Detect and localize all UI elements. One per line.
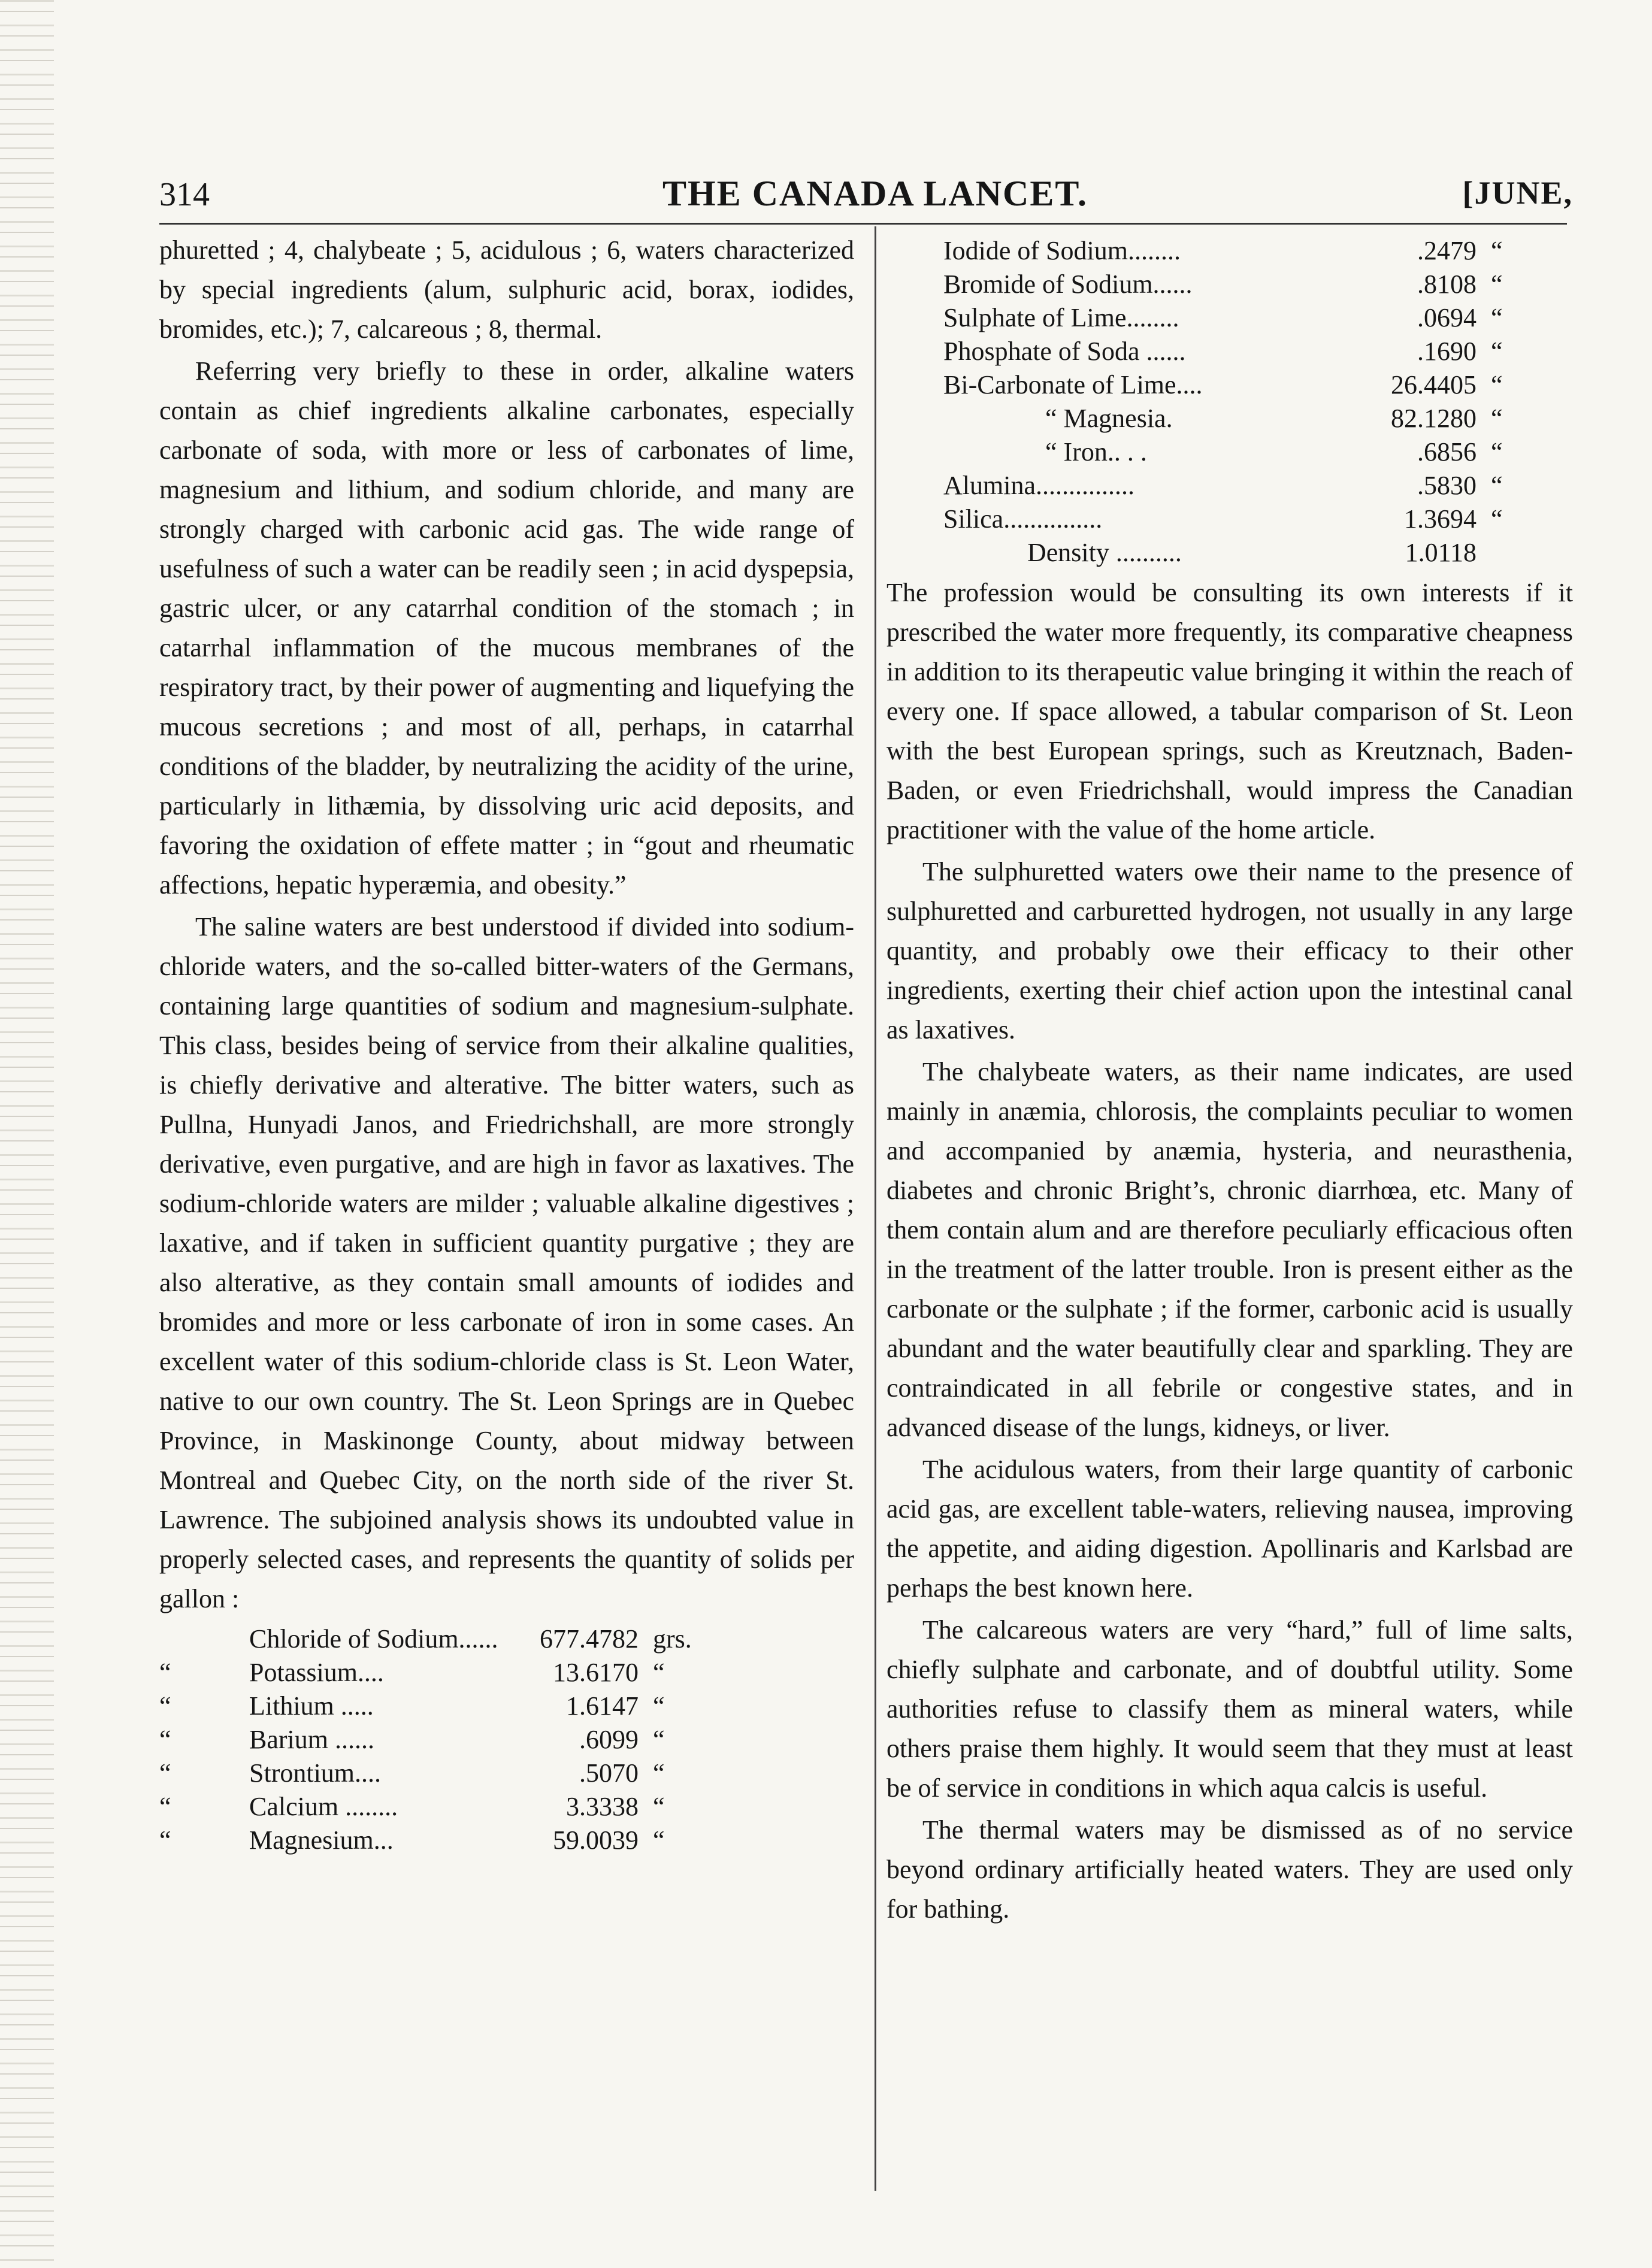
analysis-row: “ Strontium.... .5070 “ xyxy=(159,1758,665,1788)
paragraph: The thermal waters may be dismissed as of no service beyond ordinary artificially heated waters. They are used only for bathing. xyxy=(886,1815,1573,1924)
right-column xyxy=(886,231,1573,1929)
analysis-row: “ Barium ...... .6099 “ xyxy=(159,1725,665,1754)
binding-edge xyxy=(0,0,54,2268)
page-number: 314 xyxy=(159,176,210,213)
analysis-table xyxy=(159,1622,854,1857)
analysis-row: “ Potassium.... 13.6170 “ xyxy=(159,1658,665,1687)
analysis-table-continued xyxy=(886,234,1573,570)
analysis-row: “ Calcium ........ 3.3338 “ xyxy=(159,1792,665,1821)
analysis-row: Iodide of Sodium........ .2479 “ xyxy=(943,236,1503,265)
paragraph: phuretted ; 4, chalybeate ; 5, acidulous ; 6, waters characterized by special ingredients (alum, sulphuric acid, borax, iodides, bromides, etc.); 7, calcareous ; 8, thermal. xyxy=(159,235,854,344)
analysis-row: Bi-Carbonate of Lime.... 26.4405 “ xyxy=(943,370,1503,399)
analysis-row: Alumina............... .5830 “ xyxy=(943,471,1503,500)
column-divider xyxy=(875,226,876,2191)
header-rule xyxy=(159,223,1567,225)
page-header xyxy=(159,171,1573,219)
analysis-row: “ Iron.. . . .6856 “ xyxy=(1045,437,1503,467)
issue-month: [JUNE, xyxy=(1462,175,1573,211)
paragraph: Referring very briefly to these in order, alkaline waters contain as chief ingredients alkaline carbonates, especially carbonate of soda, with more or less of carbonates of lime, magnesium and lithium, and sodium chloride, and many are strongly charged with carbonic acid gas. The wide range of usefulness of such a water can be readily seen ; in acid dyspepsia, gastric ulcer, or any catarrhal condition of the stomach ; in catarrhal inflammation of the mucous membranes of the respiratory tract, by their power of augmenting and liquefying the mucous secretions ; and most of all, perhaps, in catarrhal conditions of the bladder, by neutralizing the acidity of the urine, particularly in lithæmia, by dissolving uric acid deposits, and favoring the oxidation of effete matter ; in “gout and rheumatic affections, hepatic hyperæmia, and obesity.” xyxy=(159,356,854,900)
analysis-row: Density .......... 1.0118 xyxy=(1027,538,1476,567)
analysis-row: Bromide of Sodium...... .8108 “ xyxy=(943,270,1503,299)
left-column xyxy=(159,231,854,1861)
analysis-row: “ Magnesium... 59.0039 “ xyxy=(159,1825,665,1855)
paragraph: The chalybeate waters, as their name indicates, are used mainly in anæmia, chlorosis, the complaints peculiar to women and accompanied by anæmia, hysteria, and neurasthenia, diabetes and chronic Bright’s, chronic diarrhœa, etc. Many of them contain alum and are therefore peculiarly efficacious often in the treatment of the latter trouble. Iron is present either as the carbonate or the sulphate ; if the former, carbonic acid is usually abundant and the water beautifully clear and sparkling. They are contraindicated in all febrile or congestive states, and in advanced disease of the lungs, kidneys, or liver. xyxy=(886,1057,1573,1442)
analysis-row: “ Magnesia. 82.1280 “ xyxy=(1045,404,1503,433)
analysis-row: Chloride of Sodium...... 677.4782 grs. xyxy=(249,1624,692,1654)
analysis-row: Silica............... 1.3694 “ xyxy=(943,504,1503,534)
analysis-row: Phosphate of Soda ...... .1690 “ xyxy=(943,337,1503,366)
paragraph: The acidulous waters, from their large quantity of carbonic acid gas, are excellent table-waters, relieving nausea, improving the appetite, and aiding digestion. Apollinaris and Karlsbad are perhaps the best known here. xyxy=(886,1455,1573,1603)
analysis-row: “ Lithium ..... 1.6147 “ xyxy=(159,1691,665,1721)
paragraph: The calcareous waters are very “hard,” full of lime salts, chiefly sulphate and carbonate, and of doubtful utility. Some authorities refuse to classify them as mineral waters, while others praise them highly. It would seem that they must at least be of service in conditions in which aqua calcis is useful. xyxy=(886,1615,1573,1803)
paragraph: The saline waters are best understood if divided into sodium-chloride waters, and the so-called bitter-waters of the Germans, containing large quantities of sodium and magnesium-sulphate. This class, besides being of service from their alkaline qualities, is chiefly derivative and alterative. The bitter waters, such as Pullna, Hunyadi Janos, and Friedrichshall, are more strongly derivative, even purgative, and are high in favor as laxatives. The sodium-chloride waters are milder ; valuable alkaline digestives ; laxative, and if taken in sufficient quantity purgative ; they are also alterative, as they contain small amounts of iodides and bromides and more or less carbonate of iron in some cases. An excellent water of this sodium-chloride class is St. Leon Water, native to our own country. The St. Leon Springs are in Quebec Province, in Maskinonge County, about midway between Montreal and Quebec City, on the north side of the river St. Lawrence. The subjoined analysis shows its undoubted value in properly selected cases, and represents the quantity of solids per gallon : xyxy=(159,912,854,1613)
paragraph: The profession would be consulting its own interests if it prescribed the water more frequently, its comparative cheapness in addition to its therapeutic value bringing it within the reach of every one. If space allowed, a tabular comparison of St. Leon with the best European springs, such as Kreutznach, Baden-Baden, or even Friedrichshall, would impress the Canadian practitioner with the value of the home article. xyxy=(886,578,1573,844)
analysis-row: Sulphate of Lime........ .0694 “ xyxy=(943,303,1503,332)
paragraph: The sulphuretted waters owe their name to the presence of sulphuretted and carburetted hydrogen, not usually in any large quantity, and probably owe their efficacy to their other ingredients, exerting their chief action upon the intestinal canal as laxatives. xyxy=(886,857,1573,1044)
journal-title: THE CANADA LANCET. xyxy=(662,174,1088,213)
